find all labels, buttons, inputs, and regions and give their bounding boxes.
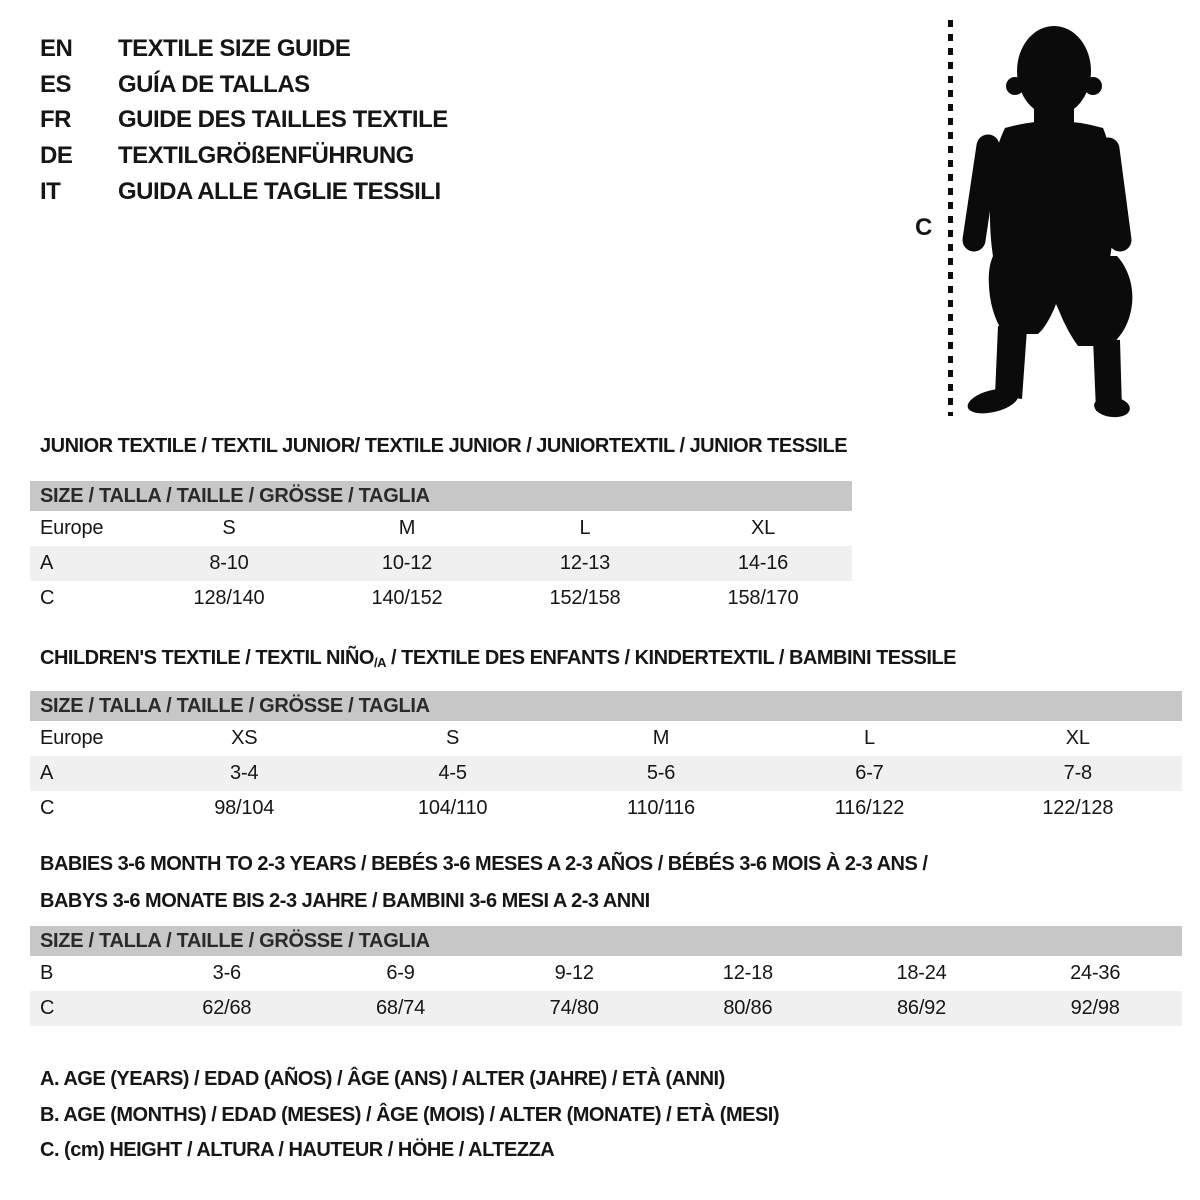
size-table-header: SIZE / TALLA / TAILLE / GRÖSSE / TAGLIA xyxy=(30,926,1182,956)
table-cell: 12-13 xyxy=(559,552,611,574)
table-row xyxy=(30,791,1182,826)
section-title: BABIES 3-6 MONTH TO 2-3 YEARS / BEBÉS 3-6 MESES A 2-3 AÑOS / BÉBÉS 3-6 MOIS À 2-3 ANS / xyxy=(40,853,928,875)
language-code: ES xyxy=(40,70,72,98)
size-table xyxy=(30,481,852,616)
language-code: IT xyxy=(40,177,61,205)
footnote-line: B. AGE (MONTHS) / EDAD (MESES) / ÂGE (MOIS) / ALTER (MONATE) / ETÀ (MESI) xyxy=(40,1103,780,1126)
language-code: EN xyxy=(40,35,73,62)
row-label: B xyxy=(40,962,54,984)
table-row xyxy=(30,956,1182,991)
table-cell: 6-7 xyxy=(855,762,884,784)
table-cell: S xyxy=(222,517,236,539)
language-label: GUIDE DES TAILLES TEXTILE xyxy=(118,106,448,134)
table-cell: 24-36 xyxy=(1070,962,1121,984)
size-table-header: SIZE / TALLA / TAILLE / GRÖSSE / TAGLIA xyxy=(30,691,1182,721)
section-junior xyxy=(30,428,852,623)
language-label: GUÍA DE TALLAS xyxy=(118,70,310,98)
table-cell: 80/86 xyxy=(723,997,773,1019)
footnote-line: A. AGE (YEARS) / EDAD (AÑOS) / ÂGE (ANS) / ALTER (JAHRE) / ETÀ (ANNI) xyxy=(40,1068,725,1090)
section-title-text: / TEXTILE DES ENFANTS / KINDERTEXTIL / BAMBINI TESSILE xyxy=(385,647,956,669)
language-label: GUIDA ALLE TAGLIE TESSILI xyxy=(118,177,441,205)
table-cell: M xyxy=(652,727,670,749)
table-cell: 98/104 xyxy=(214,797,275,819)
section-children xyxy=(30,640,1182,835)
table-cell: 92/98 xyxy=(1070,997,1120,1019)
table-cell: S xyxy=(446,727,460,749)
table-cell: 110/116 xyxy=(627,797,695,819)
row-label: C xyxy=(40,797,55,819)
table-cell: 18-24 xyxy=(896,962,947,984)
table-cell: 74/80 xyxy=(549,997,599,1019)
size-table xyxy=(30,926,1182,1026)
height-label-c: C xyxy=(915,214,932,241)
table-cell: 3-6 xyxy=(212,962,241,984)
toddler-silhouette xyxy=(957,16,1142,421)
table-cell: 5-6 xyxy=(646,762,676,784)
table-cell: 14-16 xyxy=(737,552,789,574)
language-row xyxy=(40,138,448,174)
section-title-text: CHILDREN'S TEXTILE / TEXTIL NIÑO xyxy=(40,647,374,669)
table-cell: XL xyxy=(1065,727,1090,749)
table-cell: 68/74 xyxy=(375,997,426,1019)
table-cell: XS xyxy=(231,727,258,749)
size-table xyxy=(30,691,1182,826)
height-measure-dashed-line xyxy=(948,20,953,416)
size-table-header: SIZE / TALLA / TAILLE / GRÖSSE / TAGLIA xyxy=(30,481,852,511)
table-cell: 122/128 xyxy=(1042,797,1114,819)
language-code: DE xyxy=(40,142,73,170)
section-title xyxy=(40,640,1182,681)
table-cell: M xyxy=(398,517,416,539)
language-title-list xyxy=(40,31,448,210)
section-title: BABYS 3-6 MONATE BIS 2-3 JAHRE / BAMBINI 3-6 MESI A 2-3 ANNI xyxy=(40,890,650,912)
row-label: A xyxy=(40,552,54,574)
row-label: Europe xyxy=(40,727,104,749)
language-label: TEXTILE SIZE GUIDE xyxy=(118,35,351,62)
table-cell: 86/92 xyxy=(896,997,947,1019)
table-cell: 62/68 xyxy=(202,997,252,1019)
table-cell: 140/152 xyxy=(371,587,443,609)
table-cell: 128/140 xyxy=(193,587,265,609)
table-cell: L xyxy=(863,727,875,749)
table-row xyxy=(30,721,1182,756)
table-cell: L xyxy=(579,517,591,539)
table-cell: 9-12 xyxy=(554,962,594,984)
row-label: Europe xyxy=(40,517,104,539)
table-cell: 104/110 xyxy=(417,797,488,819)
table-cell: 8-10 xyxy=(209,552,249,574)
table-row xyxy=(30,546,852,581)
footnote-line: C. (cm) HEIGHT / ALTURA / HAUTEUR / HÖHE / ALTEZZA xyxy=(40,1139,555,1162)
table-cell: 4-5 xyxy=(438,762,467,784)
section-title: JUNIOR TEXTILE / TEXTIL JUNIOR/ TEXTILE JUNIOR / JUNIORTEXTIL / JUNIOR TESSILE xyxy=(40,435,848,457)
table-row xyxy=(30,756,1182,791)
table-cell: 152/158 xyxy=(549,587,621,609)
table-cell: 3-4 xyxy=(230,762,259,784)
section-title-subscript: /A xyxy=(373,655,386,670)
row-label: C xyxy=(40,997,55,1019)
table-cell: 116/122 xyxy=(834,797,905,819)
table-cell: 6-9 xyxy=(386,962,415,984)
table-cell: 10-12 xyxy=(381,552,433,574)
language-row xyxy=(40,174,448,210)
table-cell: XL xyxy=(750,517,776,539)
language-label: TEXTILGRÖßENFÜHRUNG xyxy=(118,142,414,170)
language-row xyxy=(40,31,448,67)
table-cell: 7-8 xyxy=(1063,762,1092,784)
footnotes xyxy=(40,1062,779,1169)
table-row xyxy=(30,511,852,546)
table-cell: 12-18 xyxy=(722,962,773,984)
language-row xyxy=(40,102,448,138)
language-row xyxy=(40,67,448,103)
row-label: A xyxy=(40,762,54,784)
table-cell: 158/170 xyxy=(727,587,799,609)
section-babies xyxy=(30,846,1182,1036)
language-code: FR xyxy=(40,106,71,134)
table-row xyxy=(30,991,1182,1026)
row-label: C xyxy=(40,587,55,609)
table-row xyxy=(30,581,852,616)
